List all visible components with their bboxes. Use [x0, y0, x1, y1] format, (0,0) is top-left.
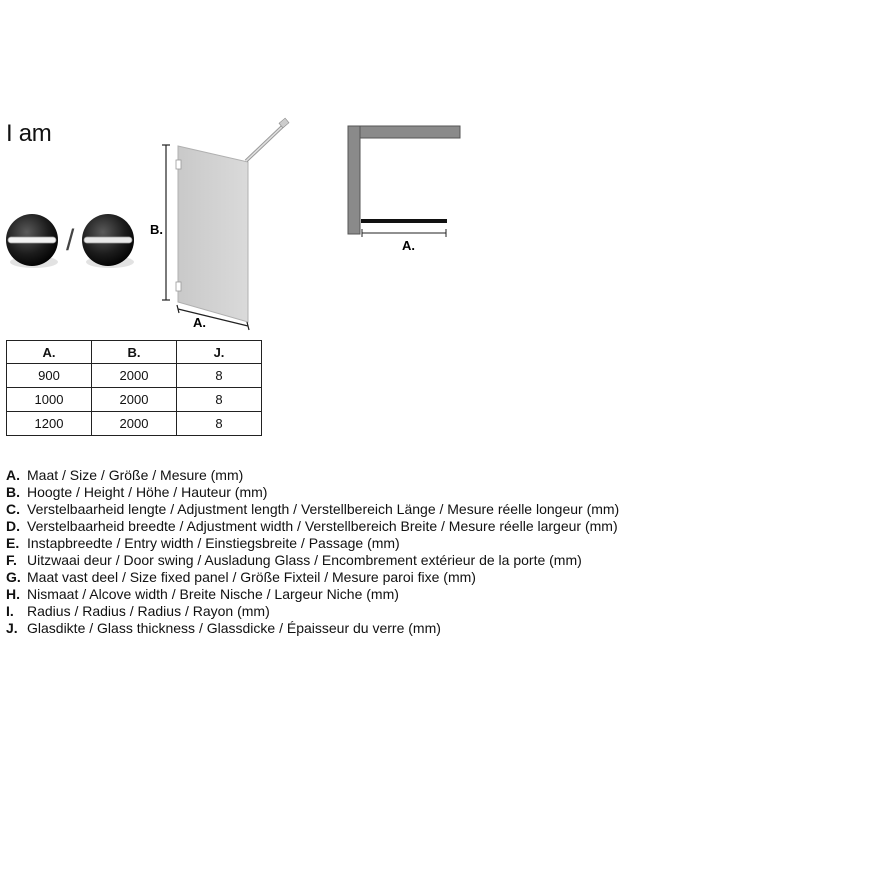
table-row [7, 364, 262, 388]
legend-text: Maat / Size / Größe / Mesure (mm) [27, 467, 244, 483]
table-cell: 8 [177, 412, 262, 436]
legend-item [6, 484, 619, 501]
legend-key: F. [6, 552, 17, 568]
legend-key: A. [6, 467, 20, 483]
legend-key: E. [6, 535, 20, 551]
legend-key: J. [6, 620, 18, 636]
legend-key: I. [6, 603, 14, 619]
legend-list [6, 467, 619, 637]
legend-text: Uitzwaai deur / Door swing / Ausladung Glass / Encombrement extérieur de la porte (mm) [27, 552, 582, 568]
legend-text: Nismaat / Alcove width / Breite Nische / Largeur Niche (mm) [27, 586, 399, 602]
legend-text: Hoogte / Height / Höhe / Hauteur (mm) [27, 484, 268, 500]
legend-key: G. [6, 569, 21, 585]
plan-dimension-label-a: A. [402, 238, 415, 253]
black-bar-knob-icon [82, 214, 134, 268]
table-row [7, 412, 262, 436]
table-header-cell: A. [7, 341, 92, 364]
dimensions-table [6, 340, 262, 436]
table-cell: 2000 [92, 364, 177, 388]
table-cell: 1000 [7, 388, 92, 412]
legend-text: Glasdikte / Glass thickness / Glassdicke / Épaisseur du verre (mm) [27, 620, 441, 636]
chrome-bar-knob-icon [6, 214, 58, 268]
legend-text: Verstelbaarheid lengte / Adjustment length / Verstellbereich Länge / Mesure réelle longeur (mm) [27, 501, 620, 517]
legend-item [6, 586, 619, 603]
dimension-label-a: A. [193, 315, 206, 330]
table-cell: 2000 [92, 412, 177, 436]
legend-key: D. [6, 518, 20, 534]
table-cell: 1200 [7, 412, 92, 436]
options-separator: / [66, 224, 75, 257]
legend-text: Radius / Radius / Radius / Rayon (mm) [27, 603, 270, 619]
legend-item [6, 467, 619, 484]
legend-key: B. [6, 484, 20, 500]
table-cell: 8 [177, 388, 262, 412]
dimension-label-b: B. [150, 222, 163, 237]
table-row [7, 388, 262, 412]
page-title: I am [6, 120, 52, 147]
legend-key: C. [6, 501, 20, 517]
table-cell: 8 [177, 364, 262, 388]
technical-drawing [0, 0, 880, 360]
table-header-cell: B. [92, 341, 177, 364]
legend-item [6, 501, 619, 518]
legend-key: H. [6, 586, 20, 602]
table-header-cell: J. [177, 341, 262, 364]
legend-text: Maat vast deel / Size fixed panel / Größe Fixteil / Mesure paroi fixe (mm) [27, 569, 476, 585]
table-cell: 2000 [92, 388, 177, 412]
legend-item [6, 569, 619, 586]
table-header-row [7, 341, 262, 364]
glass-panel-drawing [162, 118, 289, 330]
legend-item [6, 518, 619, 535]
legend-item [6, 535, 619, 552]
wall-plan-drawing [348, 126, 460, 237]
legend-item [6, 552, 619, 569]
legend-text: Instapbreedte / Entry width / Einstiegsbreite / Passage (mm) [27, 535, 400, 551]
legend-item [6, 620, 619, 637]
table-cell: 900 [7, 364, 92, 388]
legend-text: Verstelbaarheid breedte / Adjustment width / Verstellbereich Breite / Mesure réelle largeur (mm) [27, 518, 618, 534]
legend-item [6, 603, 619, 620]
